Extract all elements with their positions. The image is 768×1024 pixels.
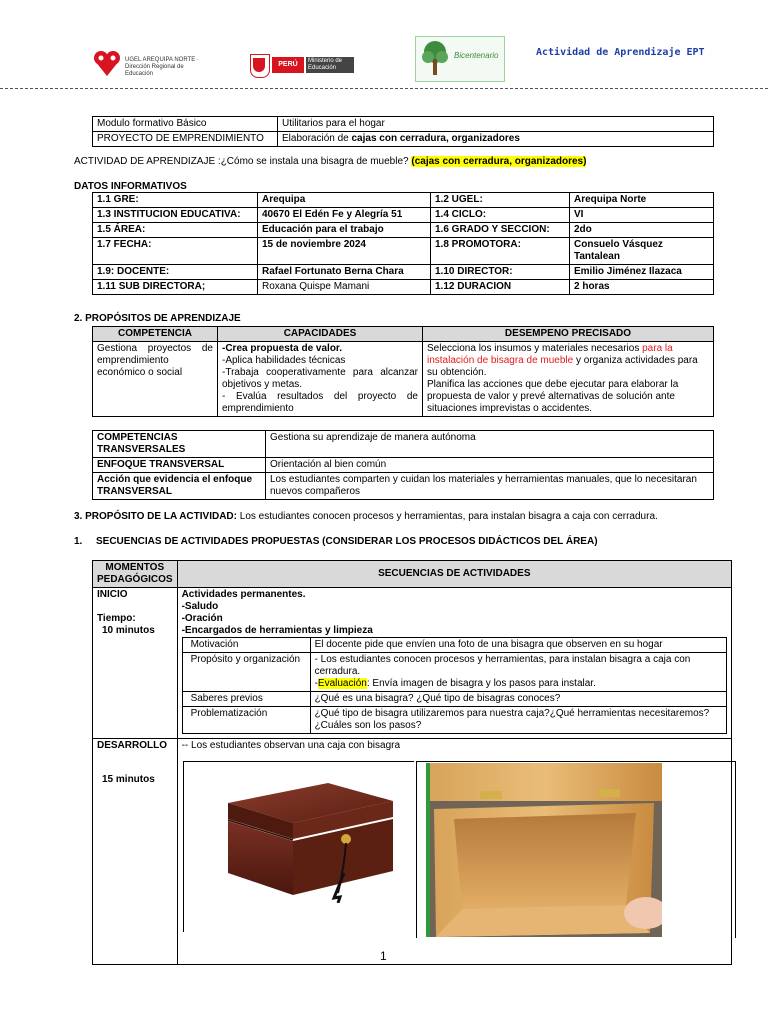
datos-cell: Arequipa [258, 193, 431, 208]
proposito-actividad [74, 511, 658, 522]
sub-label: Saberes previos [182, 692, 310, 707]
table-row [182, 653, 726, 692]
datos-cell: 40670 El Edén Fe y Alegría 51 [258, 208, 431, 223]
desarrollo-cell [93, 739, 178, 965]
trans-label: ENFOQUE TRANSVERSAL [93, 458, 266, 473]
table-row [93, 238, 714, 265]
datos-cell: 1.9: DOCENTE: [93, 265, 258, 280]
logo-minedu [250, 54, 355, 76]
capacidad-item: -Crea propuesta de valor. [222, 343, 343, 354]
datos-table [92, 192, 714, 295]
permanentes-item: -Encargados de herramientas y limpieza [181, 625, 373, 636]
trans-value: Los estudiantes comparten y cuidan los materiales y herramientas manuales, que lo necesitaran nuevos compañeros [266, 473, 714, 500]
datos-cell: 2do [570, 223, 714, 238]
trans-value: Gestiona su aprendizaje de manera autónoma [266, 431, 714, 458]
tiempo-label: Tiempo: [97, 613, 136, 624]
capacidad-item: -Trabaja cooperativamente para alcanzar objetivos y metas. [222, 367, 418, 390]
tree-icon [420, 39, 450, 79]
ugel-logo-icon [92, 48, 122, 78]
header-divider [0, 88, 768, 89]
logo-ugel [92, 48, 207, 78]
datos-cell: Roxana Quispe Mamani [258, 280, 431, 295]
datos-cell: Consuelo Vásquez Tantalean [570, 238, 714, 265]
table-row [93, 588, 732, 739]
datos-cell: 15 de noviembre 2024 [258, 238, 431, 265]
desempeno-cell [423, 342, 714, 417]
activity-label: ACTIVIDAD DE APRENDIZAJE :¿Cómo se instala una bisagra de mueble? [74, 156, 409, 167]
table-row [93, 342, 714, 417]
secuencias-num: 1. [74, 536, 83, 547]
permanentes-item: Actividades permanentes. [181, 589, 306, 600]
datos-cell: 1.8 PROMOTORA: [431, 238, 570, 265]
momentos-header: MOMENTOS PEDAGÓGICOS [93, 561, 178, 588]
table-row [182, 638, 726, 653]
datos-cell: 1.7 FECHA: [93, 238, 258, 265]
table-row [93, 117, 714, 132]
inicio-subtable [182, 637, 727, 734]
permanentes-item: -Oración [181, 613, 223, 624]
evaluacion-label: Evaluación [317, 678, 367, 689]
datos-cell: 1.2 UGEL: [431, 193, 570, 208]
capacidades-cell [218, 342, 423, 417]
trans-value: Orientación al bien común [266, 458, 714, 473]
capacidad-item: - Evalúa resultados del proyecto de emprendimiento [222, 391, 418, 414]
competencia-cell: Gestiona proyectos de emprendimiento económico o social [93, 342, 218, 417]
project-label: PROYECTO DE EMPRENDIMIENTO [93, 132, 278, 147]
propositos-heading: 2. PROPÓSITOS DE APRENDIZAJE [74, 313, 241, 324]
table-row [93, 223, 714, 238]
project-bold: cajas con cerradura, organizadores [351, 133, 520, 144]
closed-box-image [218, 773, 398, 903]
evaluacion-line [315, 678, 722, 690]
peru-shield-icon [250, 54, 270, 78]
secuencias-heading [74, 536, 598, 547]
desarrollo-minutos: 15 minutos [102, 774, 155, 785]
proposito-label: 3. PROPÓSITO DE LA ACTIVIDAD: [74, 511, 237, 522]
activity-line [74, 156, 586, 167]
table-row [93, 265, 714, 280]
desarrollo-label: DESARROLLO [97, 740, 167, 751]
table-row [93, 132, 714, 147]
desarrollo-content [177, 739, 731, 965]
page-number: 1 [380, 949, 387, 963]
inicio-minutos: 10 minutos [102, 625, 155, 636]
sub-label: Problematización [182, 707, 310, 734]
datos-cell: Rafael Fortunato Berna Chara [258, 265, 431, 280]
datos-cell: Arequipa Norte [570, 193, 714, 208]
secuencias-table [92, 560, 732, 965]
desarrollo-text: -- Los estudiantes observan una caja con bisagra [181, 740, 401, 751]
permanentes-item: -Saludo [181, 601, 219, 612]
table-row [93, 280, 714, 295]
datos-cell: 1.11 SUB DIRECTORA; [93, 280, 258, 295]
open-box-image [426, 763, 662, 937]
activity-highlight: (cajas con cerradura, organizadores) [411, 156, 587, 167]
datos-cell: Educación para el trabajo [258, 223, 431, 238]
transversal-table [92, 430, 714, 500]
datos-cell: 1.5 ÁREA: [93, 223, 258, 238]
table-row [182, 707, 726, 734]
inicio-cell [93, 588, 178, 739]
datos-cell: 1.1 GRE: [93, 193, 258, 208]
sub-value: ¿Qué es una bisagra? ¿Qué tipo de bisagras conoces? [310, 692, 726, 707]
trans-label: COMPETENCIAS TRANSVERSALES [93, 431, 266, 458]
table-row [93, 473, 714, 500]
module-label: Modulo formativo Básico [93, 117, 278, 132]
minedu-logo-text: Ministerio de Educación [306, 57, 354, 73]
table-row [93, 327, 714, 342]
table-row [93, 208, 714, 223]
table-row [93, 458, 714, 473]
ugel-logo-text: UGEL AREQUIPA NORTE · Dirección Regional de Educación [125, 57, 199, 77]
sub-value-text: - Los estudiantes conocen procesos y herramientas, para instalan bisagra a caja con cerradura. [314, 654, 691, 677]
module-value: Utilitarios para el hogar [278, 117, 714, 132]
desempeno-red: para la instalación de bisagra de mueble [427, 343, 673, 366]
desempeno-text-2: Planifica las acciones que debe ejecutar para elaborar la propuesta de valor y prevé alternativas de solución ante situaciones imprevistas o accidentes. [427, 379, 679, 414]
evaluacion-text: : Envía imagen de bisagra y los pasos para instalar. [366, 678, 596, 689]
datos-cell: 2 horas [570, 280, 714, 295]
propositos-table [92, 326, 714, 417]
table-row [93, 193, 714, 208]
sub-value [310, 653, 726, 692]
sub-value: El docente pide que envíen una foto de una bisagra que observen en su hogar [310, 638, 726, 653]
secuencias-header: SECUENCIAS DE ACTIVIDADES [177, 561, 731, 588]
desempeno-text: Selecciona los insumos y materiales necesarios [427, 343, 643, 354]
datos-cell: VI [570, 208, 714, 223]
module-table [92, 116, 714, 147]
bicentenario-text: Bicentenario [454, 51, 499, 60]
proposito-text: Los estudiantes conocen procesos y herramientas, para instalan bisagra a caja con cerradura. [236, 511, 658, 522]
table-row [93, 561, 732, 588]
header-capacidades: CAPACIDADES [218, 327, 423, 342]
datos-heading: DATOS INFORMATIVOS [74, 181, 187, 192]
inicio-label: INICIO [97, 589, 128, 600]
project-prefix: Elaboración de [282, 133, 352, 144]
datos-cell: Emilio Jiménez Ilazaca [570, 265, 714, 280]
sub-value: ¿Qué tipo de bisagra utilizaremos para nuestra caja?¿Qué herramientas necesitaremos? ¿Cuáles son los pasos? [310, 707, 726, 734]
table-row [93, 739, 732, 965]
capacidad-item: -Aplica habilidades técnicas [222, 355, 346, 366]
table-row [93, 431, 714, 458]
datos-cell: 1.3 INSTITUCION EDUCATIVA: [93, 208, 258, 223]
sub-label: Propósito y organización [182, 653, 310, 692]
header-title: Actividad de Aprendizaje EPT [536, 47, 705, 58]
inicio-content [177, 588, 731, 739]
sub-label: Motivación [182, 638, 310, 653]
trans-label: Acción que evidencia el enfoque TRANSVERSAL [93, 473, 266, 500]
table-row [182, 692, 726, 707]
eval-prefix: - [314, 678, 318, 689]
datos-cell: 1.10 DIRECTOR: [431, 265, 570, 280]
datos-cell: 1.6 GRADO Y SECCION: [431, 223, 570, 238]
datos-cell: 1.12 DURACION [431, 280, 570, 295]
peru-red-block: PERÚ [272, 57, 304, 73]
logo-bicentenario [415, 36, 505, 82]
datos-cell: 1.4 CICLO: [431, 208, 570, 223]
header-desempeno: DESEMPENO PRECISADO [423, 327, 714, 342]
secuencias-title: SECUENCIAS DE ACTIVIDADES PROPUESTAS (CONSIDERAR LOS PROCESOS DIDÁCTICOS DEL ÁREA) [96, 536, 598, 547]
header-competencia: COMPETENCIA [93, 327, 218, 342]
project-value [278, 132, 714, 147]
desempeno-text: y organiza actividades para su obtención. [427, 355, 698, 378]
